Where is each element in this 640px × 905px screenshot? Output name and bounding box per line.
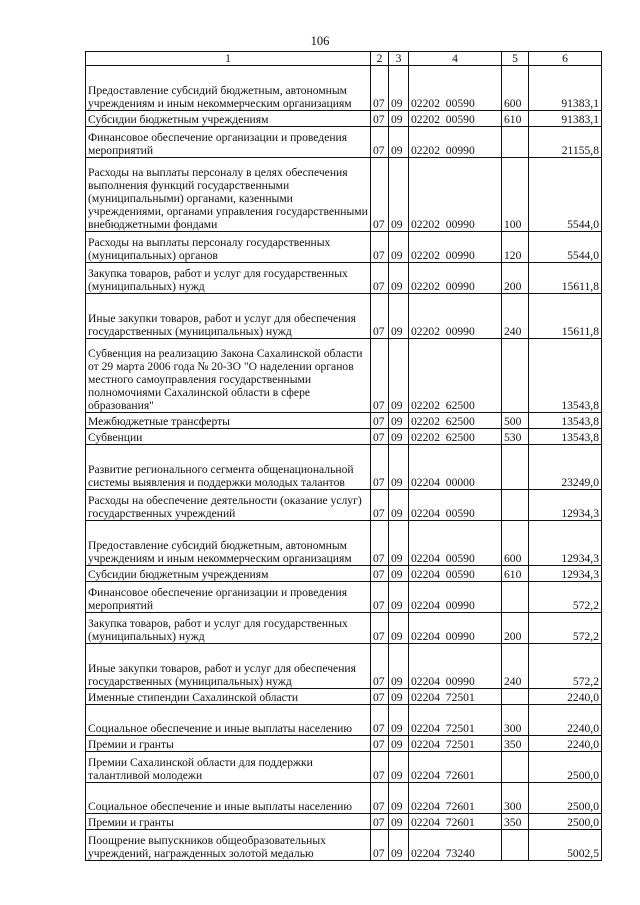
column-header-section: 2 (371, 52, 389, 66)
table-header-row (86, 52, 602, 66)
table-row (86, 830, 602, 861)
row-amount: 13543,8 (529, 429, 602, 445)
row-target-code: 02202 62500 (409, 413, 502, 429)
row-amount: 572,2 (529, 582, 602, 613)
row-target-code: 02202 00590 (409, 66, 502, 111)
row-section: 07 (371, 127, 389, 158)
row-section: 07 (371, 613, 389, 644)
row-amount: 12934,3 (529, 566, 602, 582)
row-name: Премии и гранты (86, 814, 371, 830)
row-amount: 2500,0 (529, 752, 602, 783)
row-subsection: 09 (389, 66, 409, 111)
row-subsection: 09 (389, 413, 409, 429)
row-section: 07 (371, 413, 389, 429)
row-expense-type: 350 (502, 814, 529, 830)
row-expense-type: 600 (502, 521, 529, 566)
row-target-code: 02202 62500 (409, 429, 502, 445)
row-section: 07 (371, 783, 389, 814)
table-row (86, 111, 602, 127)
row-expense-type: 530 (502, 429, 529, 445)
row-amount: 21155,8 (529, 127, 602, 158)
row-subsection: 09 (389, 263, 409, 294)
row-target-code: 02202 00990 (409, 127, 502, 158)
row-target-code: 02202 62500 (409, 339, 502, 413)
table-row (86, 445, 602, 490)
row-expense-type: 610 (502, 111, 529, 127)
row-expense-type: 300 (502, 783, 529, 814)
row-target-code: 02204 00590 (409, 566, 502, 582)
row-target-code: 02202 00590 (409, 111, 502, 127)
row-name: Субвенции (86, 429, 371, 445)
row-name: Поощрение выпускников общеобразовательных учреждений, награжденных золотой медалью (86, 830, 371, 861)
column-header-subsection: 3 (389, 52, 409, 66)
row-amount: 15611,8 (529, 294, 602, 339)
row-subsection: 09 (389, 736, 409, 752)
row-target-code: 02204 72501 (409, 689, 502, 705)
table-row (86, 705, 602, 736)
table-row (86, 66, 602, 111)
row-subsection: 09 (389, 613, 409, 644)
table-row (86, 263, 602, 294)
row-subsection: 09 (389, 445, 409, 490)
row-section: 07 (371, 814, 389, 830)
row-amount: 572,2 (529, 613, 602, 644)
row-amount: 2240,0 (529, 705, 602, 736)
table-row (86, 413, 602, 429)
row-section: 07 (371, 490, 389, 521)
table-row (86, 127, 602, 158)
row-amount: 13543,8 (529, 413, 602, 429)
row-expense-type: 240 (502, 644, 529, 689)
row-section: 07 (371, 294, 389, 339)
row-expense-type: 120 (502, 232, 529, 263)
row-name: Премии Сахалинской области для поддержки талантливой молодежи (86, 752, 371, 783)
row-subsection: 09 (389, 339, 409, 413)
row-target-code: 02202 00990 (409, 232, 502, 263)
table-row (86, 294, 602, 339)
row-expense-type (502, 127, 529, 158)
row-target-code: 02204 72601 (409, 752, 502, 783)
row-subsection: 09 (389, 294, 409, 339)
row-amount: 12934,3 (529, 490, 602, 521)
row-expense-type (502, 490, 529, 521)
row-name: Закупка товаров, работ и услуг для государственных (муниципальных) нужд (86, 613, 371, 644)
row-amount: 2500,0 (529, 783, 602, 814)
row-section: 07 (371, 263, 389, 294)
table-row (86, 232, 602, 263)
row-amount: 2500,0 (529, 814, 602, 830)
row-target-code: 02202 00990 (409, 158, 502, 232)
table-row (86, 490, 602, 521)
row-section: 07 (371, 705, 389, 736)
row-subsection: 09 (389, 582, 409, 613)
column-header-amount: 6 (529, 52, 602, 66)
table-row (86, 429, 602, 445)
row-target-code: 02204 00990 (409, 644, 502, 689)
column-header-expense-type: 5 (502, 52, 529, 66)
row-subsection: 09 (389, 111, 409, 127)
row-expense-type: 600 (502, 66, 529, 111)
row-section: 07 (371, 339, 389, 413)
row-amount: 91383,1 (529, 111, 602, 127)
column-header-target-code: 4 (409, 52, 502, 66)
row-section: 07 (371, 566, 389, 582)
row-section: 07 (371, 232, 389, 263)
row-name: Межбюджетные трансферты (86, 413, 371, 429)
row-subsection: 09 (389, 490, 409, 521)
budget-table (85, 51, 602, 861)
row-section: 07 (371, 582, 389, 613)
row-expense-type: 610 (502, 566, 529, 582)
row-target-code: 02204 72501 (409, 736, 502, 752)
table-row (86, 158, 602, 232)
row-expense-type (502, 445, 529, 490)
row-subsection: 09 (389, 830, 409, 861)
row-section: 07 (371, 66, 389, 111)
row-name: Предоставление субсидий бюджетным, автономным учреждениям и иным некоммерческим организациям (86, 66, 371, 111)
row-target-code: 02204 00590 (409, 490, 502, 521)
row-name: Финансовое обеспечение организации и проведения мероприятий (86, 127, 371, 158)
table-row (86, 339, 602, 413)
row-name: Субсидии бюджетным учреждениям (86, 111, 371, 127)
row-expense-type (502, 582, 529, 613)
row-amount: 5002,5 (529, 830, 602, 861)
row-name: Предоставление субсидий бюджетным, автономным учреждениям и иным некоммерческим организациям (86, 521, 371, 566)
row-amount: 15611,8 (529, 263, 602, 294)
row-subsection: 09 (389, 566, 409, 582)
row-name: Именные стипендии Сахалинской области (86, 689, 371, 705)
row-amount: 23249,0 (529, 445, 602, 490)
row-subsection: 09 (389, 521, 409, 566)
table-row (86, 521, 602, 566)
row-section: 07 (371, 830, 389, 861)
row-expense-type (502, 339, 529, 413)
row-target-code: 02204 73240 (409, 830, 502, 861)
table-row (86, 644, 602, 689)
table-row (86, 582, 602, 613)
row-target-code: 02204 00990 (409, 582, 502, 613)
row-subsection: 09 (389, 429, 409, 445)
row-amount: 2240,0 (529, 736, 602, 752)
row-amount: 91383,1 (529, 66, 602, 111)
row-subsection: 09 (389, 689, 409, 705)
row-subsection: 09 (389, 752, 409, 783)
row-target-code: 02204 72501 (409, 705, 502, 736)
row-target-code: 02204 00590 (409, 521, 502, 566)
row-amount: 2240,0 (529, 689, 602, 705)
row-amount: 12934,3 (529, 521, 602, 566)
row-subsection: 09 (389, 705, 409, 736)
row-name: Субвенция на реализацию Закона Сахалинской области от 29 марта 2006 года № 20-ЗО "О наделении органов местного самоуправления государственными полномочиями Сахалинской области в сфере образования" (86, 339, 371, 413)
column-header-name: 1 (86, 52, 371, 66)
row-section: 07 (371, 111, 389, 127)
row-expense-type: 100 (502, 158, 529, 232)
row-section: 07 (371, 644, 389, 689)
row-expense-type: 200 (502, 263, 529, 294)
row-subsection: 09 (389, 232, 409, 263)
table-row (86, 814, 602, 830)
row-name: Иные закупки товаров, работ и услуг для обеспечения государственных (муниципальных) нужд (86, 294, 371, 339)
row-expense-type: 240 (502, 294, 529, 339)
table-row (86, 613, 602, 644)
row-subsection: 09 (389, 158, 409, 232)
table-row (86, 783, 602, 814)
row-name: Социальное обеспечение и иные выплаты населению (86, 705, 371, 736)
row-target-code: 02204 00990 (409, 613, 502, 644)
row-section: 07 (371, 689, 389, 705)
row-expense-type: 200 (502, 613, 529, 644)
row-target-code: 02204 72601 (409, 783, 502, 814)
table-row (86, 689, 602, 705)
row-section: 07 (371, 752, 389, 783)
row-name: Развитие регионального сегмента общенациональной системы выявления и поддержки молодых талантов (86, 445, 371, 490)
row-subsection: 09 (389, 783, 409, 814)
table-row (86, 736, 602, 752)
row-expense-type (502, 830, 529, 861)
table-row (86, 752, 602, 783)
row-name: Субсидии бюджетным учреждениям (86, 566, 371, 582)
row-name: Расходы на обеспечение деятельности (оказание услуг) государственных учреждений (86, 490, 371, 521)
row-amount: 5544,0 (529, 158, 602, 232)
row-expense-type: 350 (502, 736, 529, 752)
row-name: Финансовое обеспечение организации и проведения мероприятий (86, 582, 371, 613)
row-subsection: 09 (389, 644, 409, 689)
row-target-code: 02202 00990 (409, 294, 502, 339)
row-section: 07 (371, 445, 389, 490)
table-row (86, 566, 602, 582)
row-expense-type (502, 752, 529, 783)
row-expense-type: 500 (502, 413, 529, 429)
row-section: 07 (371, 736, 389, 752)
row-name: Расходы на выплаты персоналу в целях обеспечения выполнения функций государственными (муниципальными) органами, казенными учреждениями, органами управления государственными внебюджетными фондами (86, 158, 371, 232)
row-target-code: 02202 00990 (409, 263, 502, 294)
row-section: 07 (371, 158, 389, 232)
row-subsection: 09 (389, 814, 409, 830)
page-number: 106 (310, 34, 330, 48)
row-amount: 5544,0 (529, 232, 602, 263)
row-name: Закупка товаров, работ и услуг для государственных (муниципальных) нужд (86, 263, 371, 294)
row-section: 07 (371, 429, 389, 445)
row-expense-type (502, 689, 529, 705)
row-target-code: 02204 00000 (409, 445, 502, 490)
row-amount: 13543,8 (529, 339, 602, 413)
row-section: 07 (371, 521, 389, 566)
row-subsection: 09 (389, 127, 409, 158)
row-name: Премии и гранты (86, 736, 371, 752)
row-expense-type: 300 (502, 705, 529, 736)
row-name: Расходы на выплаты персоналу государственных (муниципальных) органов (86, 232, 371, 263)
row-name: Иные закупки товаров, работ и услуг для обеспечения государственных (муниципальных) нужд (86, 644, 371, 689)
row-amount: 572,2 (529, 644, 602, 689)
row-target-code: 02204 72601 (409, 814, 502, 830)
row-name: Социальное обеспечение и иные выплаты населению (86, 783, 371, 814)
